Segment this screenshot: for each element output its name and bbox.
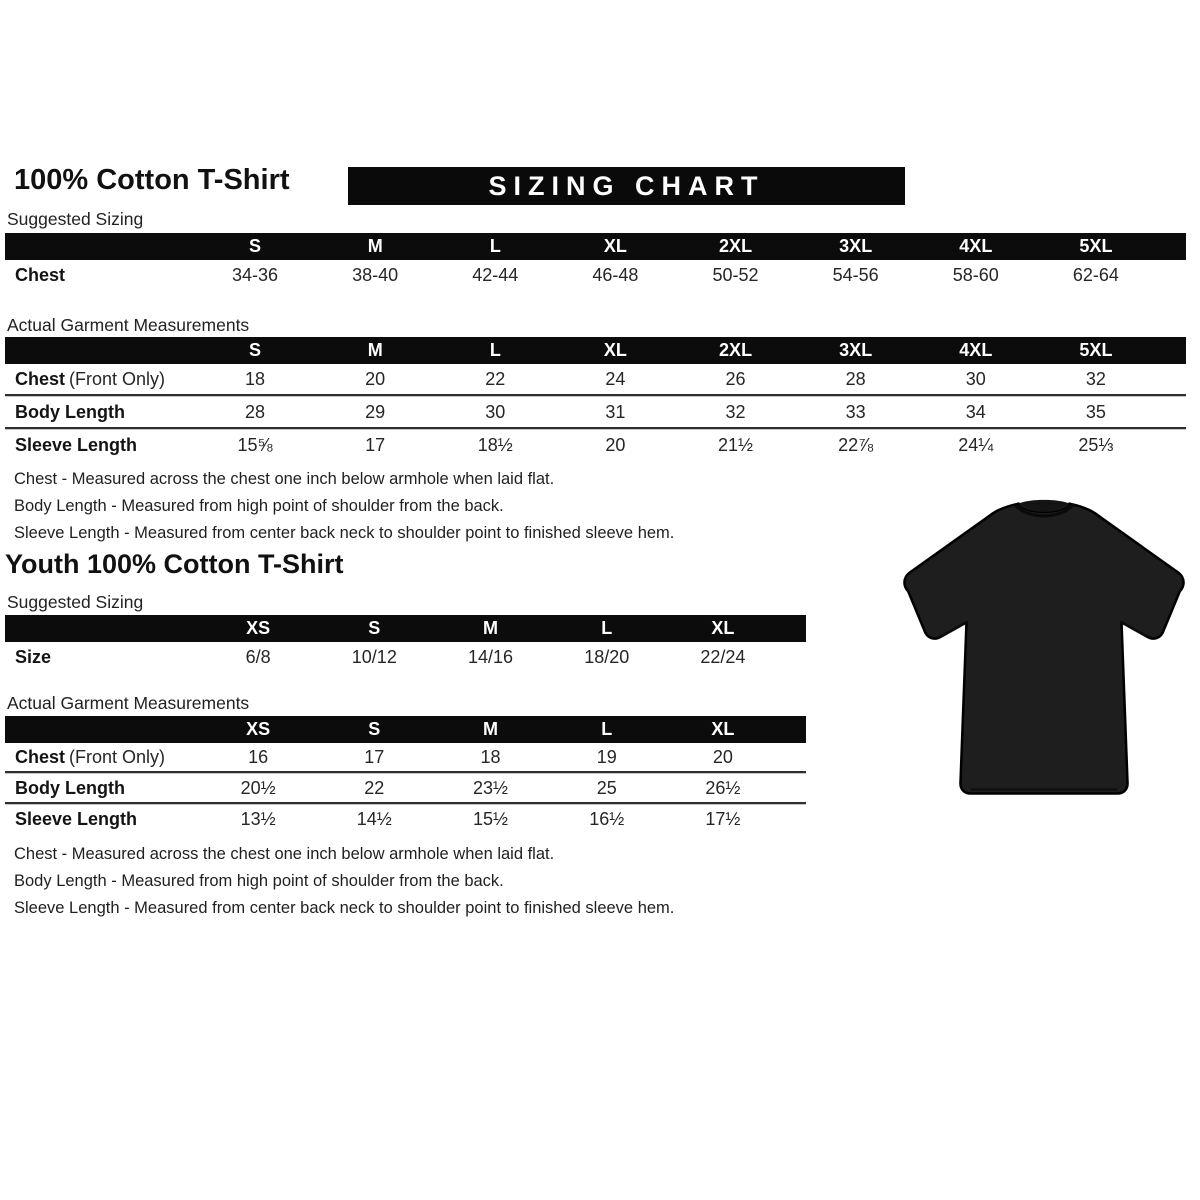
table-cell: 50-52 <box>712 264 759 285</box>
table-cell: 28 <box>245 401 266 422</box>
row-filler <box>781 805 806 833</box>
table-cell: 17½ <box>705 808 741 829</box>
table-cell: 24¼ <box>958 434 994 455</box>
row-label <box>5 642 200 672</box>
table-cell: 19 <box>596 746 617 767</box>
table-cell: 20 <box>712 746 733 767</box>
row-label-text: Body Length <box>15 401 125 422</box>
table-cell: 42-44 <box>472 264 519 285</box>
row-filler <box>1156 260 1186 290</box>
table-cell: 30 <box>965 368 986 389</box>
column-header: L <box>489 340 501 360</box>
table-cell: 31 <box>605 401 626 422</box>
table-cell: 34 <box>965 401 986 422</box>
column-header: 2XL <box>719 236 753 256</box>
row-label-text: Chest <box>15 264 66 285</box>
header-filler <box>1156 337 1186 364</box>
column-header: 4XL <box>959 340 993 360</box>
table-cell: 34-36 <box>232 264 279 285</box>
header-spacer <box>5 615 200 642</box>
table-cell: 28 <box>845 368 866 389</box>
table-cell: 24 <box>605 368 626 389</box>
table-row <box>5 260 1186 290</box>
row-filler <box>781 774 806 802</box>
black-tshirt-icon <box>893 472 1195 807</box>
table-cell: 54-56 <box>832 264 879 285</box>
table-cell: 26½ <box>705 777 741 798</box>
column-header: M <box>367 236 383 256</box>
row-label-text: Sleeve Length <box>15 434 138 455</box>
adult-suggested-table <box>5 233 1186 290</box>
row-label-suffix: (Front Only) <box>69 746 166 767</box>
table-cell: 35 <box>1085 401 1106 422</box>
youth-suggested-heading: Suggested Sizing <box>7 592 144 612</box>
table-cell: 16 <box>248 746 269 767</box>
column-header: 3XL <box>839 340 873 360</box>
column-header: XL <box>711 618 735 638</box>
table-row <box>5 642 806 672</box>
table-cell: 29 <box>365 401 386 422</box>
table-cell: 6/8 <box>245 646 271 667</box>
youth-suggested-header-row <box>5 615 806 642</box>
table-cell: 18 <box>480 746 501 767</box>
table-row <box>5 429 1186 460</box>
column-header: S <box>368 618 381 638</box>
column-header: XS <box>246 719 271 739</box>
header-filler <box>1156 233 1186 260</box>
table-cell: 32 <box>1085 368 1106 389</box>
column-header: 2XL <box>719 340 753 360</box>
adult-note-chest: Chest - Measured across the chest one inch below armhole when laid flat. <box>14 470 555 488</box>
row-label-suffix: (Front Only) <box>69 368 166 389</box>
table-cell: 25 <box>596 777 617 798</box>
row-filler <box>781 642 806 672</box>
row-filler <box>781 743 806 771</box>
youth-note-sleeve-length: Sleeve Length - Measured from center back neck to shoulder point to finished sleeve hem. <box>14 899 675 917</box>
row-label-text: Size <box>15 646 52 667</box>
table-cell: 17 <box>365 434 386 455</box>
youth-actual-table <box>5 716 806 833</box>
row-filler <box>1156 364 1186 394</box>
table-cell: 46-48 <box>592 264 639 285</box>
row-label <box>5 397 195 427</box>
row-label <box>5 364 195 394</box>
table-row <box>5 396 1186 429</box>
column-header: L <box>601 719 613 739</box>
table-cell: 14/16 <box>467 646 514 667</box>
column-header: S <box>249 340 262 360</box>
column-header: S <box>249 236 262 256</box>
adult-note-body-length: Body Length - Measured from high point of shoulder from the back. <box>14 497 504 515</box>
column-header: 5XL <box>1079 236 1113 256</box>
column-header: XL <box>603 340 627 360</box>
row-label-text: Sleeve Length <box>15 808 138 829</box>
table-cell: 17 <box>364 746 385 767</box>
adult-suggested-heading: Suggested Sizing <box>7 209 144 229</box>
column-header: M <box>483 719 498 739</box>
table-cell: 20 <box>605 434 626 455</box>
row-label <box>5 430 195 460</box>
table-cell: 13½ <box>240 808 276 829</box>
row-filler <box>1156 397 1186 427</box>
table-cell: 18 <box>245 368 266 389</box>
table-cell: 21½ <box>718 434 754 455</box>
youth-note-body-length: Body Length - Measured from high point of shoulder from the back. <box>14 872 504 890</box>
adult-actual-table <box>5 337 1186 460</box>
header-filler <box>781 615 806 642</box>
adult-actual-heading: Actual Garment Measurements <box>7 315 250 335</box>
table-cell: 22⅞ <box>838 434 874 455</box>
table-cell: 20 <box>365 368 386 389</box>
table-row <box>5 364 1186 396</box>
table-cell: 22/24 <box>700 646 746 667</box>
youth-actual-header-row <box>5 716 806 743</box>
column-header: L <box>601 618 613 638</box>
row-label <box>5 774 200 802</box>
table-cell: 22 <box>364 777 385 798</box>
row-label-text: Chest <box>15 368 66 389</box>
table-cell: 14½ <box>356 808 392 829</box>
table-cell: 18½ <box>477 434 513 455</box>
table-row <box>5 773 806 804</box>
adult-title: 100% Cotton T-Shirt <box>14 164 290 196</box>
column-header: 3XL <box>839 236 873 256</box>
table-cell: 22 <box>485 368 506 389</box>
row-label <box>5 805 200 833</box>
youth-suggested-table <box>5 615 806 672</box>
column-header: 5XL <box>1079 340 1113 360</box>
sizing-chart-banner <box>348 167 905 205</box>
column-header: XL <box>603 236 627 256</box>
header-spacer <box>5 233 195 260</box>
table-row <box>5 743 806 773</box>
table-cell: 15⅝ <box>237 434 273 455</box>
banner-text: SIZING CHART <box>488 170 765 201</box>
table-cell: 26 <box>725 368 746 389</box>
table-cell: 18/20 <box>584 646 630 667</box>
row-filler <box>1156 430 1186 460</box>
adult-actual-header-row <box>5 337 1186 364</box>
table-cell: 62-64 <box>1072 264 1119 285</box>
table-cell: 10/12 <box>351 646 397 667</box>
row-label <box>5 260 195 290</box>
row-label-text: Chest <box>15 746 66 767</box>
column-header: S <box>368 719 381 739</box>
column-header: M <box>483 618 498 638</box>
column-header: XL <box>711 719 735 739</box>
table-cell: 58-60 <box>952 264 999 285</box>
table-cell: 30 <box>485 401 506 422</box>
table-cell: 33 <box>845 401 866 422</box>
youth-actual-heading: Actual Garment Measurements <box>7 693 250 713</box>
adult-suggested-header-row <box>5 233 1186 260</box>
header-filler <box>781 716 806 743</box>
row-label <box>5 743 200 771</box>
youth-title: Youth 100% Cotton T-Shirt <box>5 549 344 579</box>
header-spacer <box>5 337 195 364</box>
table-cell: 38-40 <box>352 264 399 285</box>
table-cell: 16½ <box>589 808 625 829</box>
table-cell: 20½ <box>240 777 276 798</box>
column-header: L <box>489 236 501 256</box>
column-header: M <box>367 340 383 360</box>
adult-note-sleeve-length: Sleeve Length - Measured from center back neck to shoulder point to finished sleeve hem. <box>14 524 675 542</box>
table-row <box>5 804 806 833</box>
row-label-text: Body Length <box>15 777 125 798</box>
table-cell: 15½ <box>472 808 509 829</box>
table-cell: 32 <box>725 401 746 422</box>
column-header: 4XL <box>959 236 993 256</box>
header-spacer <box>5 716 200 743</box>
table-cell: 23½ <box>472 777 509 798</box>
table-cell: 25⅓ <box>1078 434 1114 455</box>
youth-note-chest: Chest - Measured across the chest one inch below armhole when laid flat. <box>14 845 555 863</box>
column-header: XS <box>246 618 271 638</box>
